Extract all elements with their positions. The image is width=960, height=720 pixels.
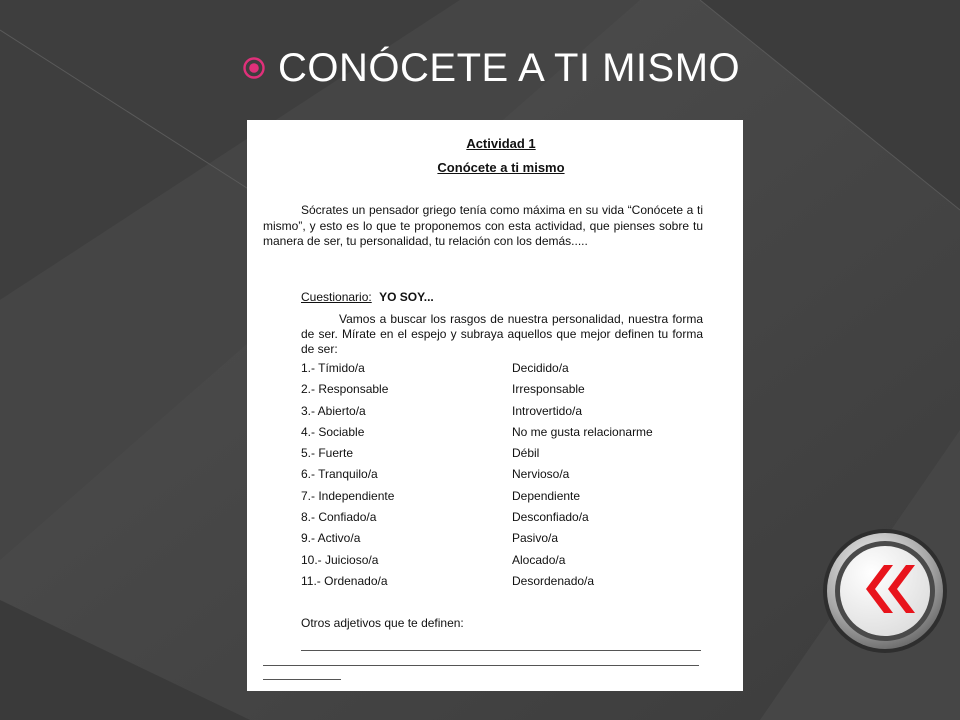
- trait-right: Nervioso/a: [512, 467, 570, 482]
- trait-row: [301, 489, 721, 510]
- trait-left: 5.- Fuerte: [301, 446, 354, 461]
- trait-row: [301, 574, 721, 595]
- trait-right: Alocado/a: [512, 552, 566, 567]
- slide-title-row: [242, 40, 740, 96]
- worksheet-document: [247, 120, 743, 691]
- trait-right: Decidido/a: [512, 361, 569, 375]
- trait-row: [301, 361, 721, 382]
- trait-left: 8.- Confiado/a: [301, 510, 377, 525]
- trait-right: Introvertido/a: [512, 403, 583, 418]
- trait-right: Pasivo/a: [512, 531, 559, 546]
- questionnaire-label: Cuestionario:: [301, 290, 372, 304]
- other-adjectives-label: Otros adjetivos que te definen:: [301, 616, 464, 630]
- trait-right: Desconfiado/a: [512, 510, 589, 525]
- trait-row: [301, 404, 721, 425]
- answer-line: [263, 665, 699, 666]
- target-bullet-icon: [242, 56, 266, 80]
- trait-row: [301, 510, 721, 531]
- trait-left: 11.- Ordenado/a: [301, 573, 388, 588]
- answer-line: [263, 679, 341, 680]
- traits-list: [301, 361, 721, 595]
- trait-row: [301, 467, 721, 488]
- trait-left: 2.- Responsable: [301, 382, 389, 397]
- questionnaire-header: [301, 290, 434, 304]
- intro-paragraph: Sócrates un pensador griego tenía como máxima en su vida “Conócete a ti mismo”, y esto es lo que te proponemos con esta actividad, que pienses sobre tu manera de ser, tu personalidad, tu relación con los demás.....: [263, 203, 703, 248]
- trait-row: [301, 446, 721, 467]
- trait-row: [301, 553, 721, 574]
- trait-left: 4.- Sociable: [301, 424, 365, 439]
- questionnaire-title: YO SOY...: [379, 290, 434, 304]
- trait-row: [301, 531, 721, 552]
- trait-right: Débil: [512, 446, 540, 461]
- trait-left: 10.- Juicioso/a: [301, 552, 379, 567]
- trait-right: Irresponsable: [512, 382, 585, 397]
- document-subheading: Conócete a ti mismo: [437, 160, 565, 175]
- trait-right: Dependiente: [512, 488, 581, 503]
- instructions-paragraph: Vamos a buscar los rasgos de nuestra personalidad, nuestra forma de ser. Mírate en el espejo y subraya aquellos que mejor definen tu forma de ser:: [301, 312, 703, 356]
- trait-right: Desordenado/a: [512, 573, 595, 588]
- trait-left: 1.- Tímido/a: [301, 361, 365, 375]
- trait-right: No me gusta relacionarme: [512, 424, 653, 439]
- trait-row: [301, 382, 721, 403]
- document-heading: Actividad 1: [466, 136, 536, 151]
- trait-left: 7.- Independiente: [301, 488, 395, 503]
- trait-left: 6.- Tranquilo/a: [301, 467, 378, 482]
- trait-left: 9.- Activo/a: [301, 531, 361, 546]
- answer-line: [301, 650, 701, 651]
- trait-row: [301, 425, 721, 446]
- trait-left: 3.- Abierto/a: [301, 403, 366, 418]
- slide-title: CONÓCETE A TI MISMO: [278, 45, 741, 90]
- rewind-button[interactable]: [822, 528, 948, 654]
